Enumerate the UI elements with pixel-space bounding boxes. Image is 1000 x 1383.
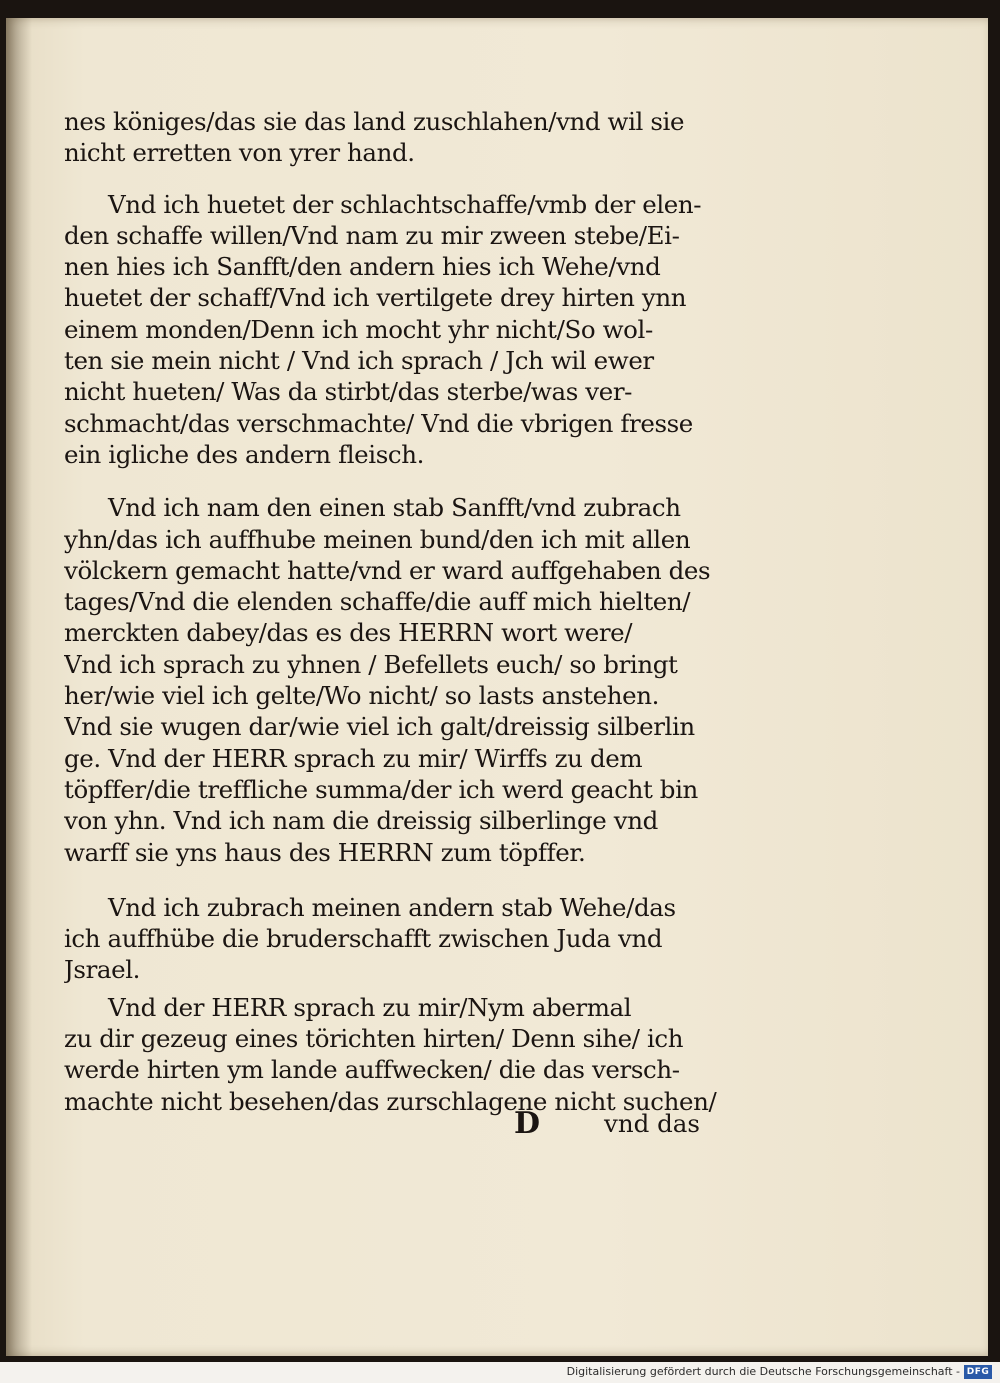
text-line: von yhn. Vnd ich nam die dreissig silberlinge vnd [64,806,658,836]
text-line: nicht hueten/ Was da stirbt/das sterbe/was ver- [64,377,633,407]
text-line: nicht erretten von yrer hand. [64,138,415,168]
paragraph-5 [64,992,754,1117]
text-line: Jsrael. [64,955,141,985]
text-block [64,106,754,1117]
text-line: ge. Vnd der HERR sprach zu mir/ Wirffs zu dem [64,743,643,773]
text-line: ich auffhübe die bruderschafft zwischen Juda vnd [64,924,663,954]
text-line: zu dir gezeug eines törichten hirten/ Denn sihe/ ich [64,1024,684,1054]
text-line: Vnd sie wugen dar/wie viel ich galt/dreissig silberlin [64,712,695,742]
text-line: her/wie viel ich gelte/Wo nicht/ so lasts anstehen. [64,681,660,711]
text-line: Vnd ich sprach zu yhnen / Befellets euch/ so bringt [64,649,678,679]
text-line: Vnd ich nam den einen stab Sanfft/vnd zubrach [108,493,681,523]
text-line: warff sie yns haus des HERRN zum töpffer. [64,837,586,867]
text-line: tages/Vnd die elenden schaffe/die auff mich hielten/ [64,587,691,617]
catchword: vnd das [604,1109,700,1138]
gutter-shadow [6,18,32,1356]
paragraph-2 [64,189,754,471]
paragraph-4 [64,892,754,986]
dfg-logo: DFG [964,1365,992,1379]
funding-credit: Digitalisierung gefördert durch die Deutsche Forschungsgemeinschaft - [566,1365,960,1378]
text-line: huetet der schaff/Vnd ich vertilgete drey hirten ynn [64,283,687,313]
text-line: merckten dabey/das es des HERRN wort were/ [64,618,633,648]
text-line: Vnd ich huetet der schlachtschaffe/vmb der elen- [108,189,702,219]
text-line: Vnd der HERR sprach zu mir/Nym abermal [108,992,632,1022]
signature-mark: D [514,1106,541,1141]
footer-bar [0,1362,1000,1383]
text-line: ten sie mein nicht / Vnd ich sprach / Jch wil ewer [64,346,654,376]
text-line: völckern gemacht hatte/vnd er ward auffgehaben des [64,555,711,585]
text-line: Vnd ich zubrach meinen andern stab Wehe/das [108,892,676,922]
text-line: machte nicht besehen/das zurschlagene nicht suchen/ [64,1086,717,1116]
text-line: schmacht/das verschmachte/ Vnd die vbrigen fresse [64,408,693,438]
book-page [6,18,988,1356]
text-line: ein igliche des andern fleisch. [64,439,424,469]
text-line: nen hies ich Sanfft/den andern hies ich Wehe/vnd [64,252,661,282]
text-line: werde hirten ym lande auffwecken/ die das versch- [64,1055,680,1085]
text-line: yhn/das ich auffhube meinen bund/den ich mit allen [64,524,691,554]
text-line: den schaffe willen/Vnd nam zu mir zween stebe/Ei- [64,220,680,250]
text-line: nes königes/das sie das land zuschlahen/vnd wil sie [64,107,685,136]
text-line: töpffer/die treffliche summa/der ich werd geacht bin [64,774,698,804]
paragraph-3 [64,492,754,868]
text-line: einem monden/Denn ich mocht yhr nicht/So wol- [64,314,653,344]
paragraph-1 [64,106,754,169]
